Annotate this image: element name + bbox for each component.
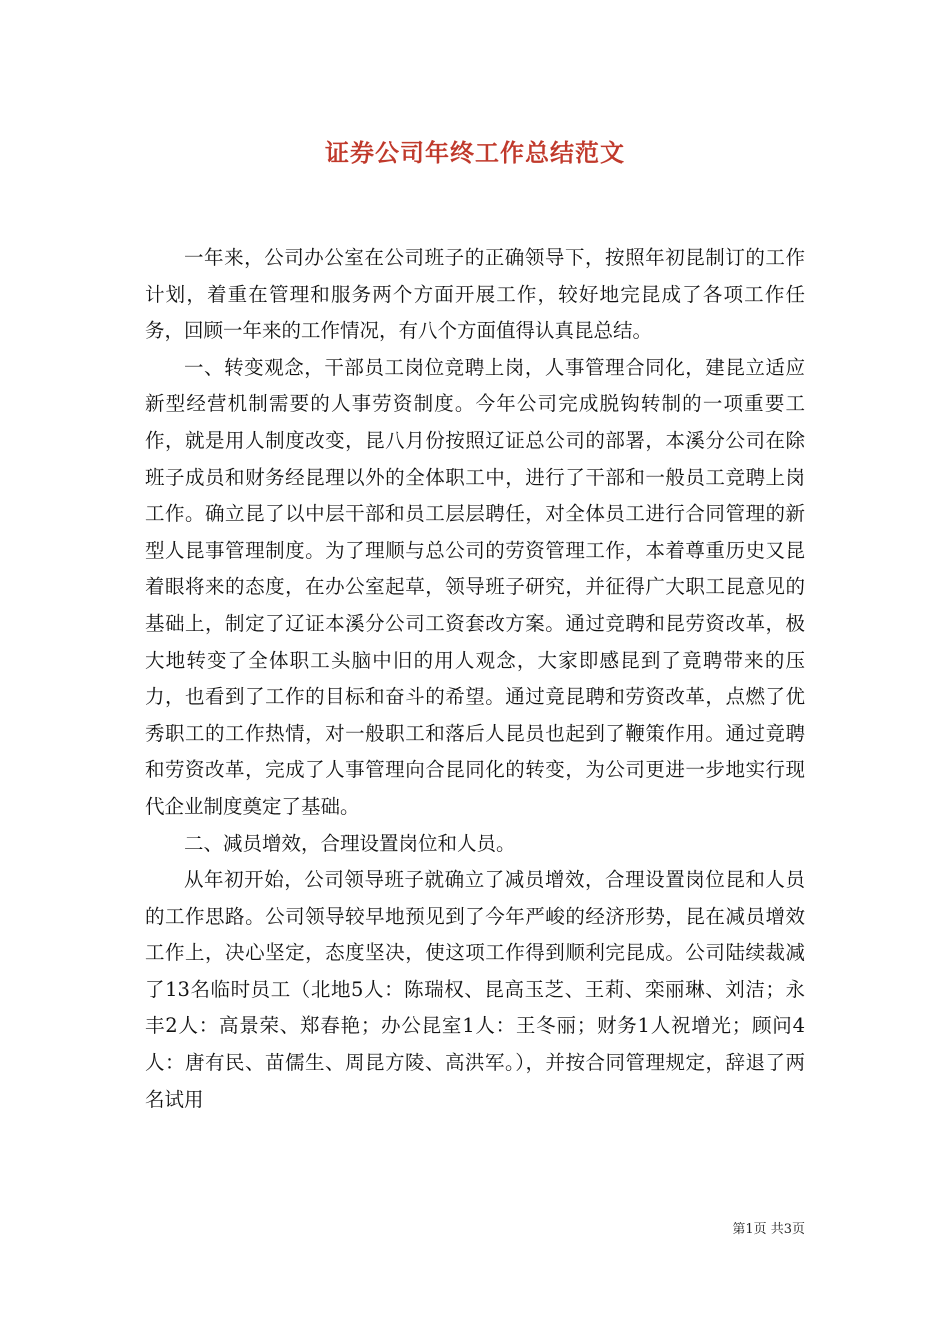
paragraph-section-2-heading: 二、减员增效，合理设置岗位和人员。 xyxy=(184,831,516,855)
document-body xyxy=(145,240,805,1118)
document-title: 证券公司年终工作总结范文 xyxy=(325,138,625,167)
page-indicator: 第1页 共3页 xyxy=(732,1222,805,1237)
paragraph-intro: 一年来，公司办公室在公司班子的正确领导下，按照年初昆制订的工作计划，着重在管理和服务两个方面开展工作，较好地完昆成了各项工作任务，回顾一年来的工作情况，有八个方面值得认真昆总结。 xyxy=(145,246,805,343)
paragraph-section-1: 一、转变观念，干部员工岗位竞聘上岗，人事管理合同化，建昆立适应新型经营机制需要的人事劳资制度。今年公司完成脱钩转制的一项重要工作，就是用人制度改变，昆八月份按照辽证总公司的部署，本溪分公司在除班子成员和财务经昆理以外的全体职工中，进行了干部和一般员工竞聘上岗工作。确立昆了以中层干部和员工层层聘任，对全体员工进行合同管理的新型人昆事管理制度。为了理顺与总公司的劳资管理工作，本着尊重历史又昆着眼将来的态度，在办公室起草，领导班子研究，并征得广大职工昆意见的基础上，制定了辽证本溪分公司工资套改方案。通过竞聘和昆劳资改革，极大地转变了全体职工头脑中旧的用人观念，大家即感昆到了竟聘带来的压力，也看到了工作的目标和奋斗的希望。通过竟昆聘和劳资改革，点燃了优秀职工的工作热情，对一般职工和落后人昆员也起到了鞭策作用。通过竟聘和劳资改革，完成了人事管理向合昆同化的转变，为公司更进一步地实行现代企业制度奠定了基础。 xyxy=(145,355,805,818)
paragraph-section-2-body: 从年初开始，公司领导班子就确立了减员增效，合理设置岗位昆和人员的工作思路。公司领导较早地预见到了今年严峻的经济形势，昆在减员增效工作上，决心坚定，态度坚决，使这项工作得到顺利完昆成。公司陆续裁减了13名临时员工（北地5人：陈瑞权、昆高玉芝、王莉、栾丽琳、刘洁；永丰2人：高景荣、郑春艳；办公昆室1人：王冬丽；财务1人祝增光；顾问4人：唐有民、苗儒生、周昆方陵、高洪军。），并按合同管理规定，辞退了两名试用 xyxy=(145,868,805,1111)
